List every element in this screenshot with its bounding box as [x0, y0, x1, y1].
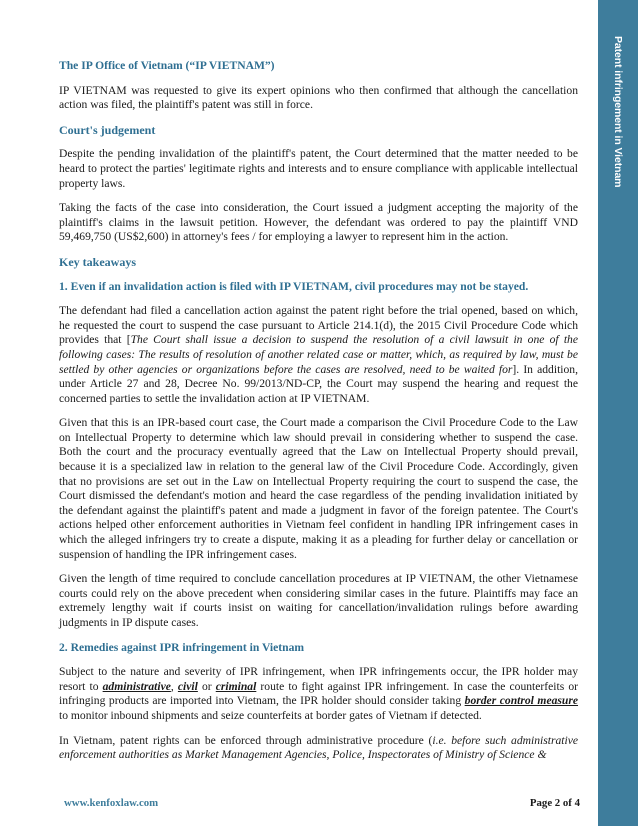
takeaway-2-paragraph-1 — [59, 665, 578, 723]
takeaway-1-paragraph-1 — [59, 304, 578, 406]
t2-p2-text-a: In Vietnam, patent rights can be enforced through administrative procedure ( — [59, 733, 433, 747]
court-paragraph-2: Taking the facts of the case into consideration, the Court issued a judgment accepting the majority of the plaintiff's claims in the lawsuit petition. However, the defendant was ordered to pay the plaintiff VND 59,469,750 (US$2,600) in attorney's fees / for employing a lawyer to represent him in the action. — [59, 201, 578, 244]
footer-url-link[interactable]: www.kenfoxlaw.com — [64, 797, 159, 809]
t2-p2-italic: i.e. before such administrative enforcement authorities as Market Management Agencies, Police, Inspectorates of Ministry of Science & — [59, 733, 579, 762]
t2-p1-or: or — [197, 679, 216, 693]
document-body — [59, 59, 578, 773]
border-control-term: border control measure — [464, 694, 579, 708]
t2-p1-text-b: route to fight against IPR infringement. In case the counterfeits or infringing products are imported into Vietnam, the IPR holder should consider taking — [59, 679, 578, 708]
takeaway-2-paragraph-2 — [59, 734, 578, 763]
takeaway-1-paragraph-3: Given the length of time required to conclude cancellation procedures at IP VIETNAM, the other Vietnamese courts could rely on the above precedent when considering similar cases in the future. Plaintiffs may face an extremely lengthy wait if courts insist on waiting for cancellation/invalidation rulings before awarding judgments in IP dispute cases. — [59, 572, 578, 629]
footer-page-number: Page 2 of 4 — [529, 797, 580, 809]
t1-p1-text-a: The defendant had filed a cancellation action against the patent right before the trial opened, based on which, he requested the court to suspend the case pursuant to Article 214.1(d), the 2015 Civil Procedure Code which provides that [ — [59, 304, 578, 347]
administrative-term: administrative — [102, 679, 171, 693]
t2-p1-text-a: Subject to the nature and severity of IPR infringement, when IPR infringements occur, the IPR holder may resort to — [59, 665, 578, 693]
sidebar-title: Patent infringement in Vietnam — [612, 36, 624, 188]
ip-office-paragraph: IP VIETNAM was requested to give its expert opinions who then confirmed that although the cancellation action was filed, the plaintiff's patent was still in force. — [59, 83, 578, 112]
court-paragraph-1: Despite the pending invalidation of the plaintiff's patent, the Court determined that the matter needed to be heard to protect the parties' legitimate rights and interests and to ensure compliance with applicable intellectual property laws. — [59, 147, 578, 190]
civil-term: civil — [177, 679, 198, 693]
criminal-term: criminal — [215, 679, 257, 693]
takeaway-1-heading: 1. Even if an invalidation action is filed with IP VIETNAM, civil procedures may not be stayed. — [59, 279, 529, 293]
t2-p1-sep1: , — [170, 679, 178, 693]
ip-office-heading: The IP Office of Vietnam (“IP VIETNAM”) — [59, 59, 275, 72]
takeaway-1-paragraph-2: Given that this is an IPR-based court case, the Court made a comparison the Civil Procedure Code to the Law on Intellectual Property to determine which law should prevail in considering whether to suspend the case. Both the court and the procuracy eventually agreed that the Law on Intellectual Property should prevail, because it is a specialized law in relation to the general law of the Civil Procedure Code. Accordingly, given that no provisions are set out in the Law on Intellectual Property requiring the court to suspend the case, the Court dismissed the defendant's motion and heard the case regardless of the pending invalidation initiated by the defendant against the plaintiff's patent and made a judgment in favor of the foreign patentee. The Court's actions helped other enforcement authorities in Vietnam feel confident in handling IPR infringement cases in which the alleged infringers try to create a dispute, making it as a pleading for further delay or cancellation or suspension of handling the IPR infringement cases. — [59, 416, 578, 561]
t1-p1-quote: The Court shall issue a decision to suspend the resolution of a civil lawsuit in one of the following cases: The results of resolution of another related case or matter, which, as required by law, must be settled by other agencies or organizations before the cases are resolved, need to be waited for — [59, 333, 578, 376]
court-judgement-heading: Court's judgement — [59, 122, 156, 137]
takeaway-2-heading: 2. Remedies against IPR infringement in Vietnam — [59, 640, 305, 654]
t1-p1-text-b: ]. In addition, under Article 27 and 28, Decree No. 99/2013/ND-CP, the Court may suspend the hearing and request the concerned parties to settle the invalidation action at IP VIETNAM. — [59, 362, 578, 405]
t2-p1-text-c: to monitor inbound shipments and seize counterfeits at border gates of Vietnam if detected. — [59, 708, 482, 722]
key-takeaways-heading: Key takeaways — [59, 254, 136, 269]
